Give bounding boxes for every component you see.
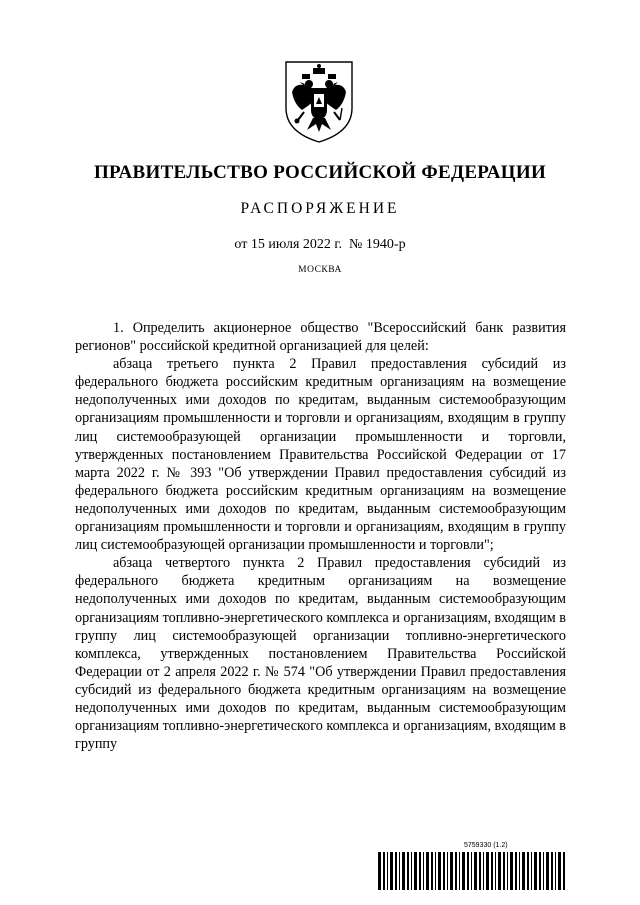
- document-date: от 15 июля 2022 г.: [234, 237, 343, 252]
- barcode-icon: [378, 842, 567, 890]
- coat-of-arms-icon: [282, 58, 356, 144]
- barcode-number: 5759330 (1.2): [464, 842, 508, 849]
- paragraph: абзаца четвертого пункта 2 Правил предоставления субсидий из федерального бюджета кредитным организациям на возмещение недополученных ими доходов по кредитам, выданным системообразующим организациям топливно-энергетического комплекса и организациям, входящим в группу лиц системообразующей организации топливно-энергетического комплекса, утвержденных постановлением Правительства Российской Федерации от 2 апреля 2022 г. № 574 "Об утверждении Правил предоставления субсидий из федерального бюджета кредитным организациям на возмещение недополученных ими доходов по кредитам, выданным системообразующим организациям топливно-энергетического комплекса и организациям, входящим в группу: [75, 555, 566, 753]
- document-date-line: [0, 237, 640, 253]
- document-number: № 1940-р: [349, 237, 406, 252]
- paragraph: 1. Определить акционерное общество "Всероссийский банк развития регионов" российской кредитной организацией для целей:: [75, 320, 566, 355]
- paragraph: абзаца третьего пункта 2 Правил предоставления субсидий из федерального бюджета российским кредитным организациям на возмещение недополученных ими доходов по кредитам, выданным системообразующим организациям промышленности и торговли и организациям, входящим в группу лиц системообразующей организации промышленности и торговли, утвержденных постановлением Правительства Российской Федерации от 17 марта 2022 г. № 393 "Об утверждении Правил предоставления субсидий из федерального бюджета российским кредитным организациям на возмещение недополученных ими доходов по кредитам, выданным системообразующим организациям промышленности и торговли и организациям, входящим в группу лиц системообразующей организации промышленности и торговли";: [75, 356, 566, 554]
- document-city: МОСКВА: [298, 265, 342, 275]
- government-title: ПРАВИТЕЛЬСТВО РОССИЙСКОЙ ФЕДЕРАЦИИ: [93, 162, 547, 183]
- document-body: [75, 319, 566, 753]
- document-type: РАСПОРЯЖЕНИЕ: [240, 200, 400, 217]
